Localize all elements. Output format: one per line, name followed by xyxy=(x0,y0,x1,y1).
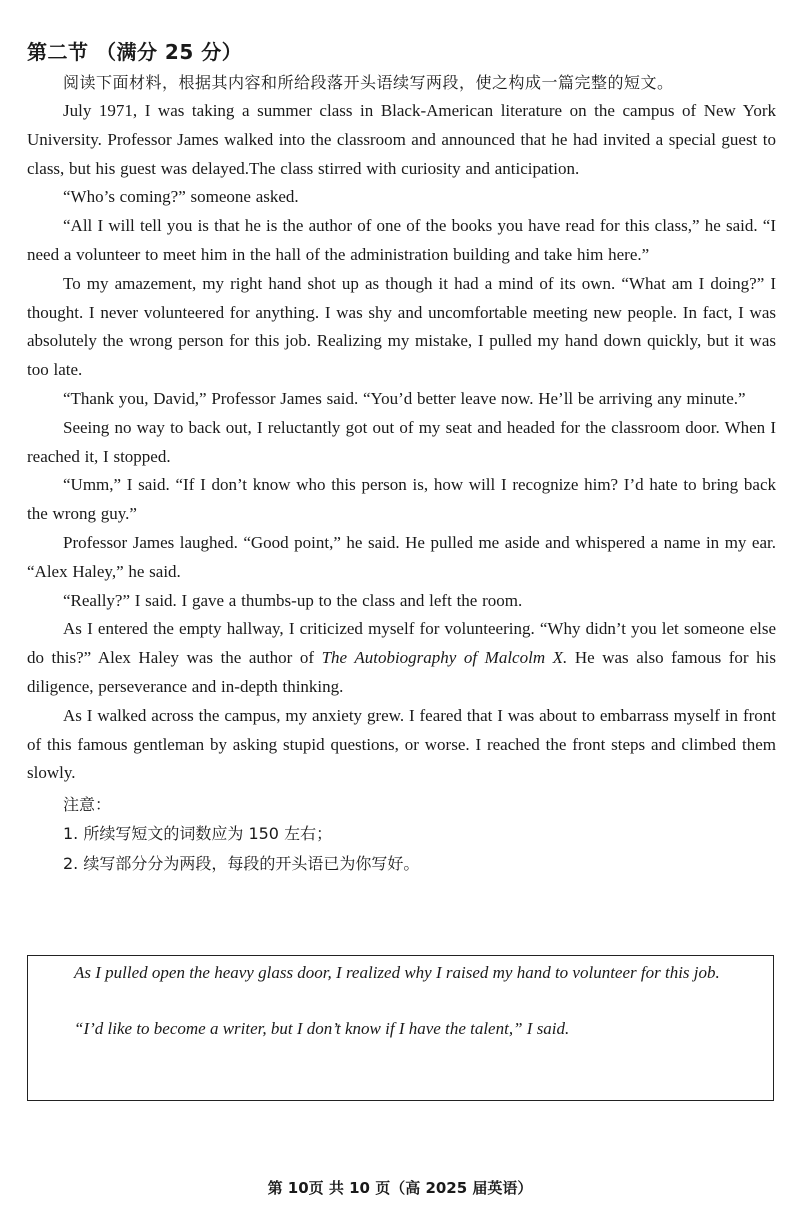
exam-page xyxy=(27,38,776,879)
passage-paragraph-2: “Who’s coming?” someone asked. xyxy=(63,187,299,207)
passage-paragraph-1: July 1971, I was taking a summer class in Black-American literature on the campus of New York University. Professor James walked into the classroom and announced that he had invited a special guest to class, but his guest was delayed.The class stirred with curiosity and anticipation. xyxy=(27,101,776,178)
book-title: The Autobiography of Malcolm X. xyxy=(321,648,568,668)
notes-label: 注意： xyxy=(63,795,112,815)
continuation-opening-2: “I’d like to become a writer, but I don’t know if I have the talent,” I said. xyxy=(74,1019,570,1038)
continuation-opening-1: As I pulled open the heavy glass door, I realized why I raised my hand to volunteer for this job. xyxy=(74,963,720,982)
passage-paragraph-10 xyxy=(27,615,776,701)
page-footer: 第 10页 共 10 页（高 2025 届英语） xyxy=(267,1179,533,1197)
note-item-2: 2. 续写部分分为两段，每段的开头语已为你写好。 xyxy=(63,854,420,874)
passage-paragraph-5: “Thank you, David,” Professor James said. “You’d better leave now. He’ll be arriving any minute.” xyxy=(63,388,746,408)
passage-paragraph-9: “Really?” I said. I gave a thumbs-up to the class and left the room. xyxy=(63,590,523,610)
paragraph-10-text-end: He was also famous for his diligence, perseverance and in-depth thinking. xyxy=(27,648,776,696)
passage-paragraph-6: Seeing no way to back out, I reluctantly got out of my seat and headed for the classroom door. When I reached it, I stopped. xyxy=(27,417,776,466)
instruction-text: 阅读下面材料，根据其内容和所给段落开头语续写两段，使之构成一篇完整的短文。 xyxy=(63,73,674,92)
answer-box[interactable] xyxy=(27,955,774,1101)
passage-paragraph-8: Professor James laughed. “Good point,” he said. He pulled me aside and whispered a name in my ear. “Alex Haley,” he said. xyxy=(27,532,776,581)
passage-paragraph-11: As I walked across the campus, my anxiety grew. I feared that I was about to embarrass myself in front of this famous gentleman by asking stupid questions, or worse. I reached the front steps and climbed them slowly. xyxy=(27,705,776,783)
passage-paragraph-3: “All I will tell you is that he is the author of one of the books you have read for this class,” he said. “I need a volunteer to meet him in the hall of the administration building and take him here.” xyxy=(27,216,776,264)
paragraph-10-text-start: As I entered the empty hallway, I criticized myself for volunteering. “Why didn’t you let someone else do this?” Alex Haley was the author of xyxy=(27,619,776,668)
section-title: 第二节 （满分 25 分） xyxy=(27,40,243,64)
passage-paragraph-4: To my amazement, my right hand shot up as though it had a mind of its own. “What am I doing?” I thought. I never volunteered for anything. I was shy and uncomfortable meeting new people. In fact, I was absolutely the wrong person for this job. Realizing my mistake, I pulled my hand down quickly, but it was too late. xyxy=(27,273,776,380)
passage-paragraph-7: “Umm,” I said. “If I don’t know who this person is, how will I recognize him? I’d hate to bring back the wrong guy.” xyxy=(27,475,776,524)
note-item-1: 1. 所续写短文的词数应为 150 左右； xyxy=(63,824,333,844)
